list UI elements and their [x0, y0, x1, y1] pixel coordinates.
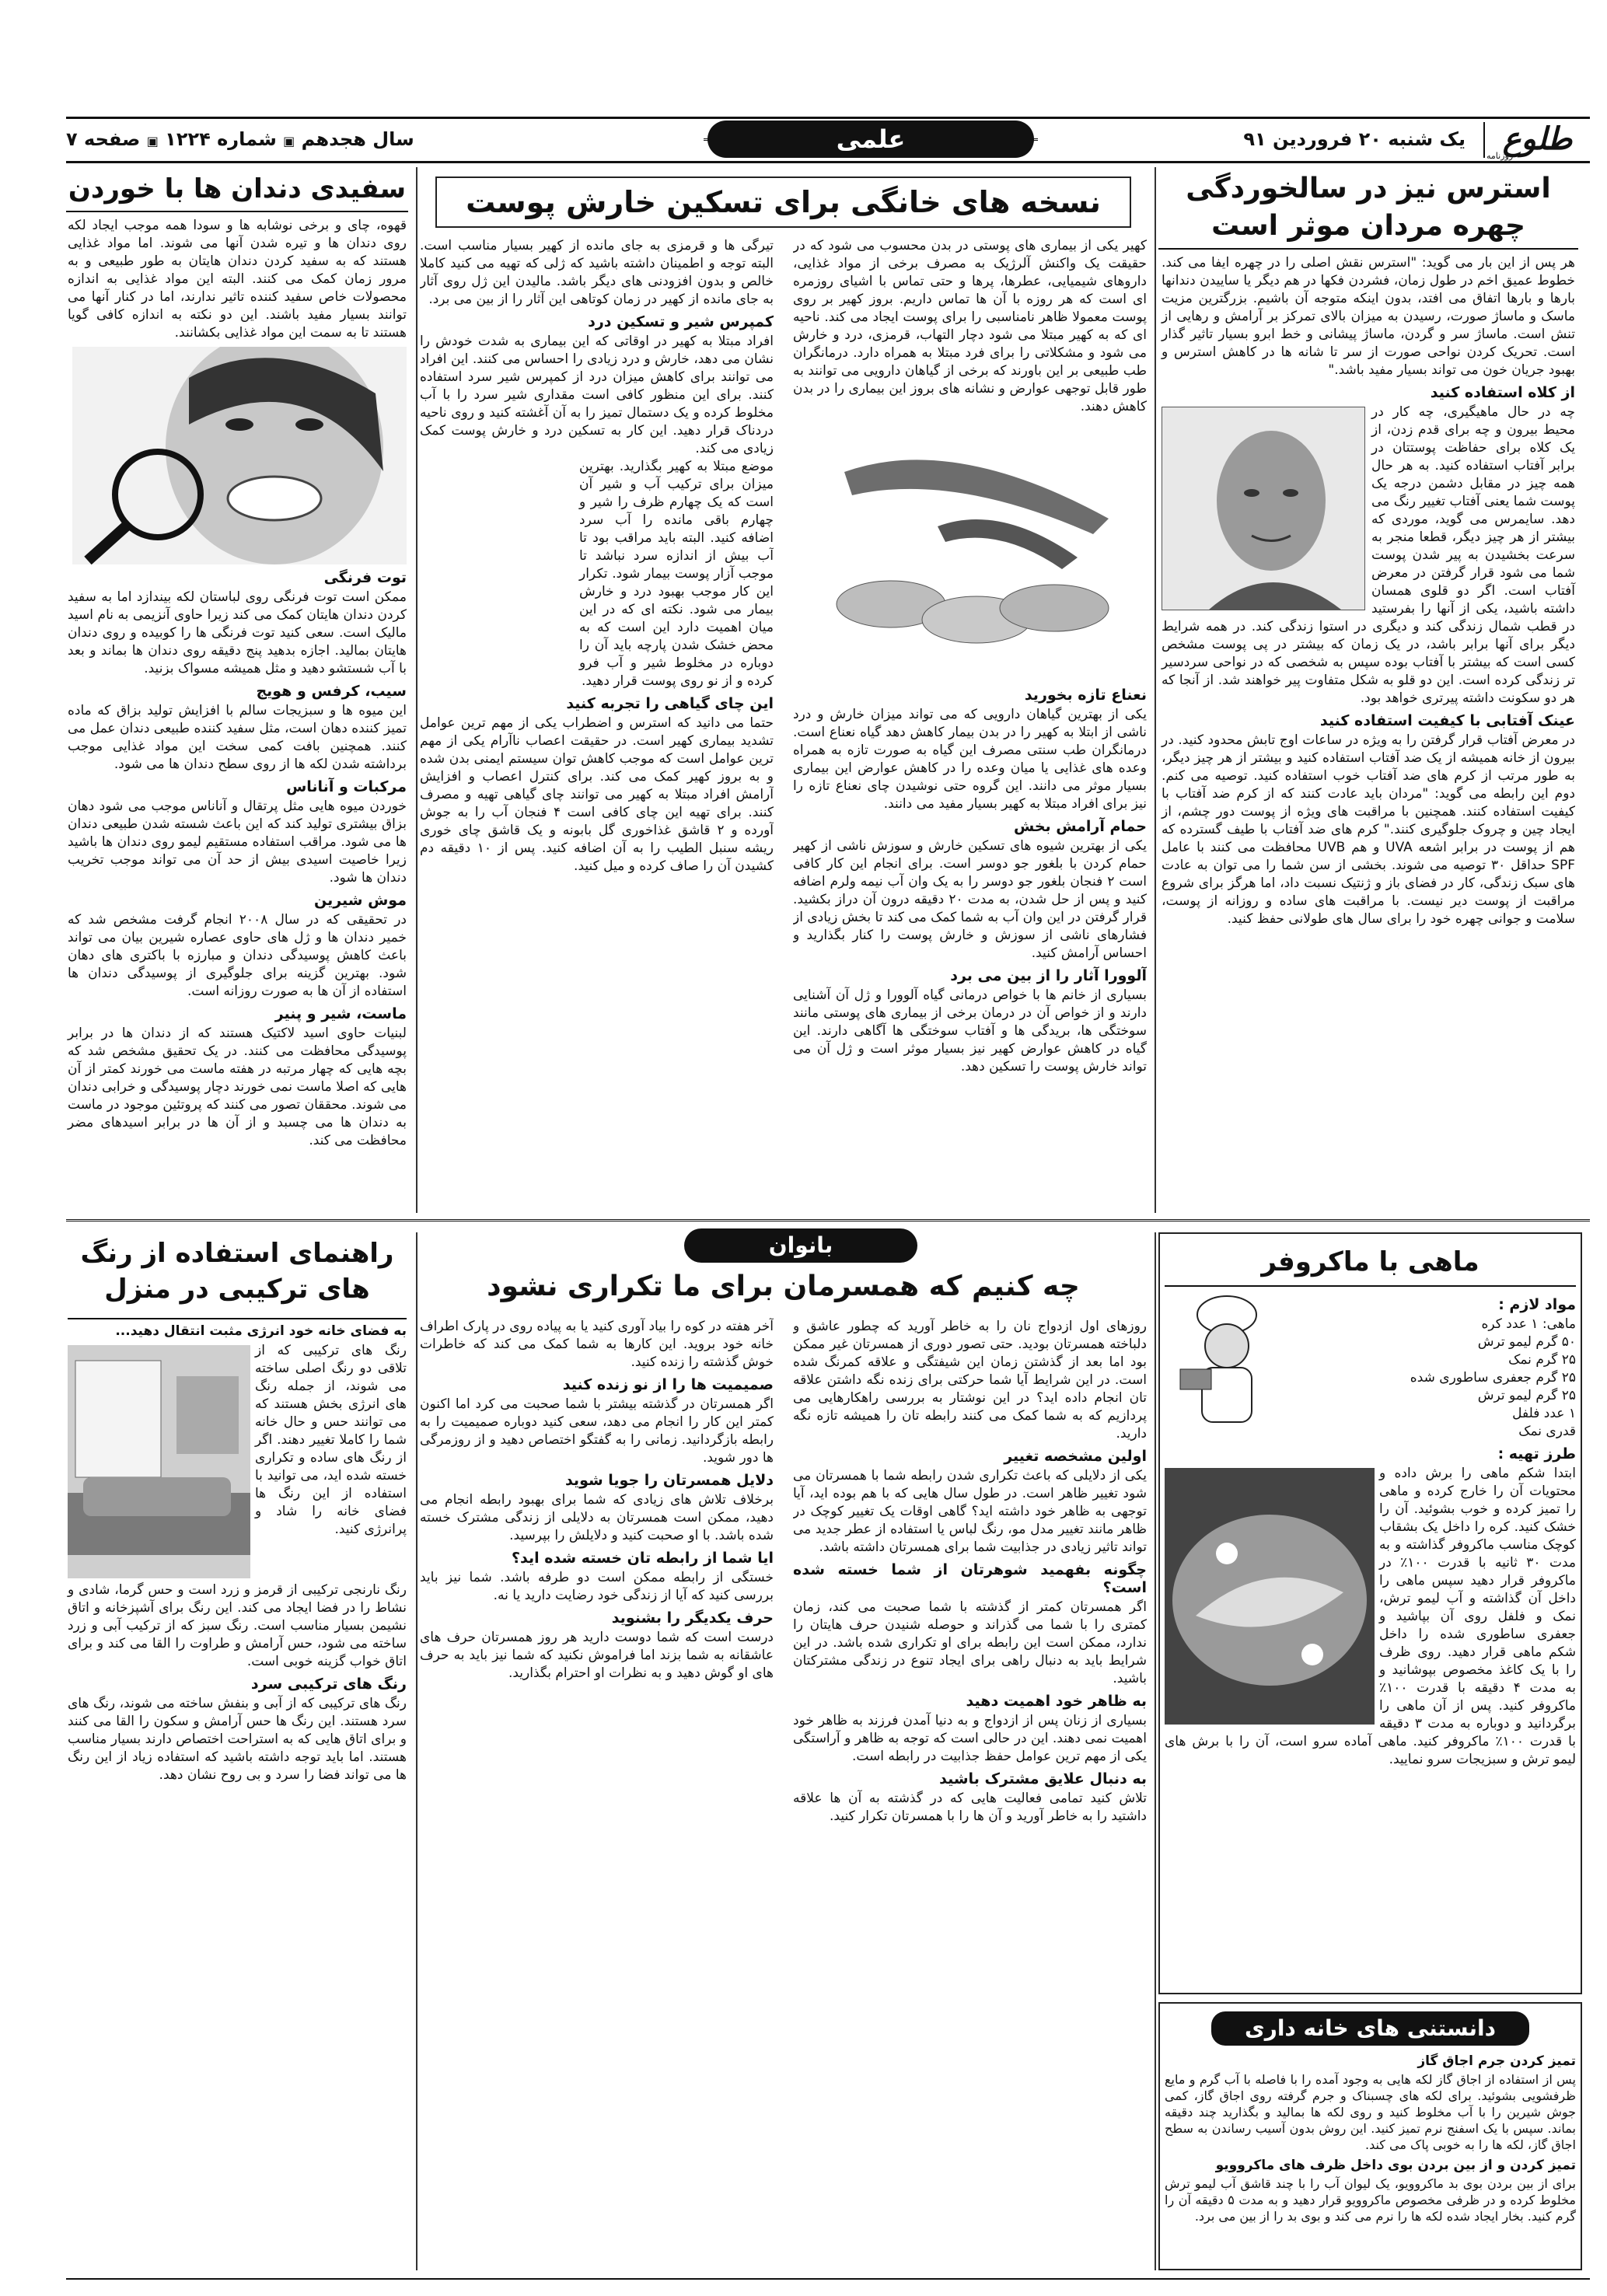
fish-ingredient: ۲۵ گرم جعفری ساطوری شده: [1410, 1370, 1576, 1386]
itch-subhead-bath: حمام آرامش بخش: [1014, 818, 1147, 835]
tips-title-box: دانستنی های خانه داری: [1211, 2011, 1529, 2046]
spouse-subhead-appearance: به ظاهر خود اهمیت دهید: [966, 1693, 1147, 1710]
fish-ingredient: ۲۵ گرم نمک: [1508, 1352, 1576, 1368]
spouse-col-1: روزهای اول ازدواج نان را به خاطر آورید که چطور عاشق و دلباخته همسرتان بودید. حتی تصور دوری از همسرتان غیر ممکن بود اما بعد از گذشتن زمان این شیفتگی و علاقه کمرنگ شده است. در این شرایط آیا شما حرکتی برای زنده نگه داشتن علاقه تان انجام داده اید؟ در این نوشتار به بررسی راهکارهایی می پردازیم که به شما کمک می کنند رابطه تان را همیشه تازه نگه دارید. اولین مشخصه تغییر یکی از دلایلی که باعث تکراری شدن رابطه شما با همسرتان می شود تغییر ظاهر است. در طول سال هایی که با هم بوده اید، آیا توجهی به ظاهر خود داشته اید؟ گاهی اوقات یک تغییر کوچک در ظاهر مانند تغییر مدل مو، رنگ لباس یا استفاده از عطر جدید می تواند تاثیر زیادی در جذابیت شما برای همسرتان داشته باشد. چگونه بفهمید شوهرتان از شما خسته شده است؟ اگر همسرتان کمتر از گذشته با شما صحبت می کند، زمان کمتری را با شما می گذراند و حوصله شنیدن حرف هایتان را ندارد، ممکن است این رابطه برای او تکراری شده باشد. در این شرایط باید به دنبال راهی برای ایجاد تنوع در زندگی مشترکتان باشید. به ظاهر خود اهمیت دهید بسیاری از زنان پس از ازدواج و به دنیا آمدن فرزند به ظاهر خود اهمیت نمی دهند. این در حالی است که توجه به ظاهر و آراستگی یکی از مهم ترین عوامل حفظ جذابیت در رابطه است. به دنبال علایق مشترک باشید تلاش کنید تمامی فعالیت هایی که در گذشته به آن ها علاقه داشتید را به خاطر آورید و آن ها را با همسرتان تکرار کنید.: [793, 1319, 1147, 1824]
issue-number: شماره ۱۲۲۴: [165, 128, 277, 150]
newspaper-logo: [1485, 121, 1590, 161]
itch-title: نسخه های خانگی برای تسکین خارش پوست: [466, 185, 1101, 219]
fish-ingredient: ۲۵ گرم لیمو ترش: [1477, 1388, 1576, 1403]
spouse-title: چه کنیم که همسرمان برای ما تکراری نشود: [487, 1270, 1080, 1302]
spouse-subhead-listen: حرف یکدیگر را بشنوید: [611, 1609, 774, 1627]
itch-subhead-tea: این چای گیاهی را تجربه کنید: [566, 695, 774, 712]
fish-ingredient: ۵۰ گرم لیمو ترش: [1477, 1334, 1576, 1350]
fish-ingredient: ماهی: ۱ عدد کره: [1481, 1316, 1576, 1332]
tips-subhead-microwave: تمیز کردن و از بین بردن بوی داخل ظرف های ماکروویو: [1215, 2158, 1576, 2173]
teeth-intro: قهوه، چای و برخی نوشابه ها و سودا همه موجب ایجاد لکه روی دندان ها و تیره شدن آنها می شوند. اما مواد غذایی هستند که به سفید کردن دندان هایتان به طور طبیعی و به مرور زمان کمک می کنند. البته این مواد غذایی به اندازه محصولات خاص سفید کننده تاثیر ندارند، اما در کنار آنها می توانند بسیار مفید باشند. این دو نکته به اندازه کافی گویا هستند تا به سمت این مواد غذایی بکشانند.: [68, 218, 407, 341]
colors-subtitle: به فضای خانه خود انرژی مثبت انتقال دهید...: [68, 1318, 407, 1340]
spouse-subhead-interests: به دنبال علایق مشترک باشید: [939, 1770, 1147, 1788]
household-tips: دانستنی های خانه داری تمیز کردن جرم اجاق گاز پس از استفاده از اجاق گاز لکه هایی به وجود آمده را با فاصله با آب گرم و مایع ظرفشویی بشوئید. برای لکه های چسبناک و جرم گرفته روی اجاق گاز، کمی جوش شیرین را با آب مخلوط کنید و روی لکه ها بمالید و بگذارید چند دقیقه بماند. سپس با یک اسفنج نرم تمیز کنید. این روش بدون آسیب رساندن به سطح اجاق گاز، لکه ها را به خوبی پاک می کند. تمیز کردن و از بین بردن بوی داخل ظرف های ماکروویو برای از بین بردن بوی بد ماکروویو، یک لیوان آب را با چند قاشق آب لیمو ترش مخلوط کرده و در ظرفی مخصوص ماکروویو قرار دهید و به مدت ۵ دقیقه آن را گرم کنید. بخار ایجاد شده لکه ها را نرم می کند و بوی بد را از بین می برد.: [1158, 2002, 1582, 2270]
spouse-subhead-intimacy: صمیمیت ها را از نو زنده کنید: [562, 1376, 774, 1393]
spouse-subhead-change: اولین مشخصه تغییر: [1004, 1448, 1147, 1465]
section-title: علمی: [707, 121, 1034, 158]
fish-ingredient: قدری نمک: [1518, 1424, 1576, 1439]
issue-info: سال هجدهم ▣ شماره ۱۲۲۴ ▣ صفحه ۷: [66, 128, 414, 150]
itch-col-2: تیرگی ها و قرمزی به جای مانده از کهیر بسیار مناسب است. البته توجه و اطمینان داشته باشید که ژلی که تهیه می کنید کاملا خالص و بدون افزودنی های دیگر باشد. مالیدن این ژل روی آثار به جای مانده از کهیر در زمان کوتاهی این آثار را از بین می برد. کمپرس شیر و تسکین درد افراد مبتلا به کهیر در اوقاتی که این بیماری به شدت خودش را نشان می دهد، خارش و درد زیادی را احساس می کنند. این افراد می توانند برای کاهش میزان درد از کمپرس شیر سرد استفاده کنند. برای این منظور کافی است مقداری شیر سرد را با آب مخلوط کرده و یک دستمال تمیز را به آن آغشته کنید و روی ناحیه دردناک قرار دهید. این کار به تسکین درد و خارش پوست کمک زیادی می کند. موضع مبتلا به کهیر بگذارید. بهترین میزان برای ترکیب آب و شیر آن است که یک چهارم ظرف را شیر و چهارم باقی مانده را آب سرد اضافه کنید. البته باید مراقب بود تا آب بیش از اندازه سرد نباشد تا موجب آزار پوست بیمار شود. تکرار این کار موجب بهبود درد و خارش بیمار می شود. نکته ای که در این میان اهمیت دارد این است که به محض خشک شدن پارچه باید آن را دوباره در مخلوط شیر و آب فرو کرده و از نو روی پوست قرار دهید. این چای گیاهی را تجربه کنید حتما می دانید که استرس و اضطراب یکی از مهم ترین عوامل تشدید بیماری کهیر است. در حقیقت اعصاب ناآرام یکی از مهم ترین عوامل است که موجب کاهش توان سیستم ایمنی بدن شده و به بروز کهیر کمک می کند. برای کنترل اعصاب و افزایش آرامش افراد مبتلا به کهیر می توانند چای گیاهی تهیه و مصرف کنند. برای تهیه این چای کافی است ۴ فنجان آب را به جوش آورده و ۲ قاشق غذاخوری گل بابونه و یک قاشق چای خوری ریشه سنبل الطیب را به آن اضافه کنید. پس از ۱۰ دقیقه دم کشیدن آن را صاف کرده و میل کنید.: [420, 238, 774, 874]
fish-method-title: طرز تهیه :: [1497, 1445, 1576, 1463]
stress-text: هر پس از این بار می گوید: "استرس نقش اصلی را در چهره ایفا می کند. خطوط عمیق اخم در طول زمان، فشردن فکها در هم دیگر یا ساییدن دندانها بارها و بارها اتفاق می افتد، بدون اینکه متوجه آن باشیم. بزرگترین مزیت ماسک و ماساژ صورت، رسیدن به میزان بالای تمرکز بر آرامش و رهایی از تنش است. ماساژ سر و گردن، ماساژ پیشانی و خط ابرو بسیار تاثیر گذار است. تحریک کردن نواحی صورت از سر تا شانه ها در کاهش استرس و بهبود جریان خون می تواند بسیار مفید باشد." از کلاه استفاده کنید چه در حال ماهیگیری، چه کار در محیط بیرون و چه برای قدم زدن، از یک کلاه برای حفاظت پوستتان در برابر آفتاب استفاده کنید. به هر حال همه چیز در مقابل دشمن درجه یک پوست شما یعنی آفتاب تغییر رنگ می دهد. سایمرس می گوید، موردی که بیشتر از هر چیز دیگر، قطعا منجر به سرعت بخشیدن به پیر شدن پوست شما می شود قرار گرفتن در معرض آفتاب است. اگر دو قلوی همسان داشته باشید، یکی از آنها را بفرستید در قطب شمال زندگی کند و دیگری در استوا زندگی کند. در همه شرایط دیگر برای آنها برابر باشد، در یک زمان که بیشتر در پی پوست مشخص کسی است که بیشتر با آفتاب بوده سپس به شخصی که در نواحی سردسیر تر زندگی کرده است. این دو قلو به شکل متفاوت پیر خواهند شد. از آنجا که هر دو سکونت داشته پیرتری خواهد بود. عینک آفتابی با کیفیت استفاده کنید در معرض آفتاب قرار گرفتن را به ویژه در ساعات اوج تابش محدود کنید. در بیرون از خانه همیشه از یک ضد آفتاب استفاده کنید و بیشتر از هر چیز دیگر، به طور مرتب از کرم های ضد آفتاب خوب استفاده کنید. توصیه می کنم. دوم این رابطه می گوید: "مردان باید عادت کنند که از کرم ضد آفتاب با کیفیت استفاده کنند. همچنین با مراقبت های ویژه از پوست دور چشم، از ایجاد چین و چروک جلوگیری کنند." کرم های ضد آفتاب با طیف گسترده که هم از پوست در برابر اشعه UVA و هم UVB محافظت می کنند با عامل SPF حداقل ۳۰ توصیه می شوند. بخشی از سن شما را می توان به عادت های سبک زندگی، کار در فضای باز و ژنتیک نسبت داد، اما هرگز برای شروع مراقبت از پوست دیر نیست. با مراقبت های ساده و روزانه از پوست، سلامت و جوانی چهره خود را برای سال های طولانی حفظ کنید.: [1162, 255, 1576, 927]
fish-photo: [1165, 1468, 1375, 1725]
spouse-article: [420, 1263, 1147, 2274]
logo-text: طلوع: [1502, 121, 1573, 157]
colors-article: راهنمای استفاده از رنگ های ترکیبی در منزل به فضای خانه خود انرژی مثبت انتقال دهید... رنگ های ترکیبی که از تلاقی دو رنگ اصلی ساخته می شوند، از جمله رنگ های انرژی بخش هستند که می توانند حس و حال خانه شما را کاملا تغییر دهند. اگر از رنگ های ساده و تکراری خسته شده اید، می توانید با استفاده از این رنگ ها فضای خانه را شاد و پرانرژی کنید. رنگ نارنجی ترکیبی از قرمز و زرد است و حس گرما، شادی و نشاط را در فضا ایجاد می کند. این رنگ برای آشپزخانه و اتاق نشیمن بسیار مناسب است. رنگ سبز که از ترکیب آبی و زرد ساخته می شود، حس آرامش و طراوت را القا می کند و برای اتاق خواب گزینه خوبی است. رنگ های ترکیبی سرد رنگ های ترکیبی که از آبی و بنفش ساخته می شوند، رنگ های سرد هستند. این رنگ ها حس آرامش و سکون را القا می کنند و برای اتاق هایی که به استراحت اختصاص دارند بسیار مناسب هستند. اما باید توجه داشته باشید که استفاده زیاد از این رنگ ها می تواند فضا را سرد و بی روح نشان دهد.: [66, 1232, 408, 2274]
itch-col-1: کهیر یکی از بیماری های پوستی در بدن محسوب می شود که در حقیقت یک واکنش آلرژیک به مصرف برخی از مواد غذایی، داروهای شیمیایی، عطرها، پرها و حتی تماس با اشیای روزمره ای است که هر روزه با آن ها تماس داریم. بروز کهیر بر روی پوست معمولا ظاهر نامناسبی را برای پوست ایجاد می کند. ناحیه ای که به کهیر مبتلا می شود دچار التهاب، قرمزی، درد و خارش می شود و مشکلاتی را برای فرد مبتلا به همراه دارد. درمانگران طب طبیعی بر این باورند که برخی از گیاهان دارویی می توانند به طور قابل توجهی عوارض و نشانه های بروز این بیماری را در بدن کاهش دهند. نعناع تازه بخورید یکی از بهترین گیاهان دارویی که می تواند میزان خارش و درد ناشی از ابتلا به کهیر را در بدن بیمار کاهش دهد گیاه نعناع است. درمانگران طب سنتی مصرف این گیاه به صورت تازه به همراه وعده های غذایی یا میان وعده را در کاهش عوارض این بیماری بسیار موثر می دانند. این گروه حتی نوشیدن چای نعناع تازه را نیز برای افراد مبتلا به کهیر بسیار مفید می دانند. حمام آرامش بخش یکی از بهترین شیوه های تسکین خارش و سوزش ناشی از کهیر حمام کردن با بلغور جو دوسر است. برای انجام این کار کافی است ۲ فنجان بلغور جو دوسر را به یک وان آب نیمه ولرم اضافه کنید و پس از حل شدن، به مدت ۲۰ دقیقه درون آن دراز بکشید. قرار گرفتن در این وان آب به شما کمک می کند تا بخش زیادی از فشارهای ناشی از سوزش و خارش پوست را کنار بگذارید و احساس آرامش کنید. آلوورا آثار را از بین می برد بسیاری از خانم ها با خواص درمانی گیاه آلوورا و ژل آن آشنایی دارند و از خواص آن در درمان برخی از بیماری های پوستی مانند سوختگی ها، بریدگی ها و آفتاب سوختگی ها آگاهی دارند. این گیاه در کاهش عوارض کهیر نیز بسیار موثر است و ژل آن می تواند خارش پوست را تسکین دهد.: [793, 238, 1147, 1075]
teeth-subhead-dairy: ماست، شیر و پنیر: [274, 1005, 407, 1022]
living-room-photo: [68, 1345, 250, 1578]
teeth-subhead-apple: سیب، کرفس و هویج: [256, 683, 407, 700]
teeth-subhead-citrus: مرکبات و آناناس: [286, 778, 407, 795]
fish-title: ماهی با ماکروفر: [1165, 1239, 1576, 1287]
colors-subhead-cold: رنگ های ترکیبی سرد: [250, 1676, 407, 1693]
spouse-col-2: آخر هفته در کوه را بیاد آوری کنید یا به پیاده روی در پارک اطراف خانه خود بروید. این کارها به شما کمک می کند که خاطرات خوش گذشته را زنده کنید. صمیمیت ها را از نو زنده کنید اگر همسرتان در گذشته بیشتر با شما صحبت می کرد اما اکنون کمتر این کار را انجام می دهد، سعی کنید دوباره صمیمیت را به رابطه بازگردانید. زمانی را به گفتگو اختصاص دهید و از روزمرگی ها دور شوید. دلایل همسرتان را جویا شوید برخلاف تلاش های زیادی که شما برای بهبود رابطه انجام می دهید، ممکن است همسرتان به دلایلی از زندگی مشترک خسته شده باشد. با او صحبت کنید و دلایلش را بپرسید. ایا شما از رابطه تان خسته شده اید؟ خستگی از رابطه ممکن است دو طرفه باشد. شما نیز باید بررسی کنید که آیا از زندگی خود رضایت دارید یا نه. حرف یکدیگر را بشنوید درست است که شما دوست دارید هر روز همسرتان حرف های عاشقانه به شما بزند اما فراموش نکنید که شما نیز باید به حرف های او گوش دهید و به نظرات او احترام بگذارید.: [420, 1319, 774, 1681]
masthead: [66, 117, 1590, 163]
itch-subhead-mint: نعناع تازه بخورید: [1024, 687, 1147, 704]
fish-method-text: ابتدا شکم ماهی را برش داده و محتویات آن را خارج کرده و ماهی را تمیز کرده و خوب بشوئید. آن را خشک کنید. کره را داخل یک بشقاب کوچک مناسب ماکروفر گذاشته و به مدت ۳۰ ثانیه با قدرت ۱۰۰٪ در ماکروفر قرار دهید سپس ماهی را داخل آن گذاشته و آب لیمو ترش، نمک و فلفل روی آن بپاشید و جعفری ساطوری شده را داخل شکم ماهی قرار دهید. روی ظرف را با یک کاغذ مخصوص بپوشانید و به مدت ۴ دقیقه با قدرت ۱۰۰٪ ماکروفر کنید. پس از آن ماهی را برگردانید و دوباره به مدت ۳ دقیقه با قدرت ۱۰۰٪ ماکروفر کنید. ماهی آماده سرو است، آن را با برش های لیمو ترش و سبزیجات سرو نمایید.: [1165, 1466, 1576, 1767]
itch-title-box: [435, 176, 1131, 228]
fish-ingredients-title: مواد لازم :: [1498, 1296, 1576, 1313]
teeth-title: سفیدی دندان ها با خوردن: [66, 167, 408, 212]
colors-title: راهنمای استفاده از رنگ های ترکیبی در منزل: [80, 1238, 394, 1305]
tips-subhead-stove: تمیز کردن جرم اجاق گاز: [1417, 2053, 1576, 2069]
chef-illustration: [1165, 1291, 1289, 1431]
fish-recipe: [1158, 1232, 1582, 1994]
stress-article: [1158, 167, 1578, 1213]
itch-article: [420, 167, 1147, 1213]
aloe-photo: [798, 425, 1132, 682]
itch-subhead-aloe: آلوورا آثار را از بین می برد: [950, 967, 1147, 984]
teeth-subhead-licorice: موش شیرین: [313, 892, 407, 909]
women-section-banner: بانوان: [684, 1228, 917, 1263]
page-number: صفحه ۷: [66, 128, 141, 150]
stress-subhead-hat: از کلاه استفاده کنید: [1430, 384, 1575, 401]
teeth-subhead-strawberry: توت فرنگی: [323, 569, 407, 586]
spouse-subhead-you-tired: ایا شما از رابطه تان خسته شده اید؟: [511, 1550, 774, 1567]
year-label: سال هجدهم: [301, 128, 414, 150]
stress-title: استرس نیز در سالخوردگی چهره مردان موثر است: [1158, 167, 1578, 250]
fish-ingredient: ۱ عدد فلفل: [1512, 1406, 1576, 1421]
issue-date: یک شنبه ۲۰ فروردین ۹۱: [1243, 128, 1466, 150]
teeth-article: سفیدی دندان ها با خوردن قهوه، چای و برخی نوشابه ها و سودا همه موجب ایجاد لکه روی دندان ها و تیره شدن آنها می شوند. اما مواد غذایی هستند که به سفید کردن دندان هایتان به طور طبیعی و به مرور زمان کمک می کنند. البته این مواد غذایی به اندازه محصولات خاص سفید کننده تاثیر ندارند، اما در کنار آنها می توانند بسیار مفید باشند. این دو نکته به اندازه کافی گویا هستند تا به سمت این مواد غذایی بکشانند. توت فرنگی ممکن است توت فرنگی روی لباستان لکه بیندازد اما به سفید کردن دندان هایتان کمک می کند زیرا حاوی آنزیمی به نام اسید مالیک است. سعی کنید توت فرنگی ها را کوبیده و روی دندان هایتان بمالید. اجازه بدهید پنج دقیقه روی دندان ها بماند و بعد با آب شستشو دهید و مثل همیشه مسواک بزنید. سیب، کرفس و هویج این میوه ها و سبزیجات سالم با افزایش تولید بزاق که ماده تمیز کننده دهان است، مثل سفید کننده طبیعی دندان عمل می کنند. همچنین بافت کمی سخت این مواد غذایی موجب برداشته شدن لکه ها از روی سطح دندان ها می شود. مرکبات و آناناس خوردن میوه هایی مثل پرتقال و آناناس موجب می شود دهان بزاق بیشتری تولید کند که این باعث شسته شدن طبیعی دندان ها می شود. مراقب استفاده مستقیم لیمو روی دندان ها باشید زیرا خاصیت اسیدی بیش از حد آن می تواند موجب تخریب دندان ها شود. موش شیرین در تحقیقی که در سال ۲۰۰۸ انجام گرفت مشخص شد که خمیر دندان ها و ژل های حاوی عصاره شیرین بیان می تواند باعث کاهش پوسیدگی دندان و مبارزه با باکتری های دهان شود. بهترین گزینه برای جلوگیری از پوسیدگی دندان ها استفاده از آن ها به صورت روزانه است. ماست، شیر و پنیر لبنیات حاوی اسید لاکتیک هستند که از دندان ها در برابر پوسیدگی محافظت می کنند. در یک تحقیق مشخص شد که بچه هایی که چهار مرتبه در هفته ماست می خورند کمتر از آن هایی که اصلا ماست نمی خورند دچار پوسیدگی و خرابی دندان می شوند. محققان تصور می کنند که پروتئین موجود در ماست به دندان ها می چسبد و از آن ها در برابر اسیدهای مضر محافظت می کند.: [66, 167, 408, 1213]
old-man-photo: [1162, 407, 1365, 610]
spouse-subhead-tired: چگونه بفهمید شوهرتان از شما خسته شده است؟: [793, 1561, 1147, 1596]
spouse-subhead-reasons: دلایل همسرتان را جویا شوید: [564, 1472, 774, 1489]
itch-subhead-milk: کمپرس شیر و تسکین درد: [588, 313, 774, 330]
teeth-photo: [72, 347, 407, 564]
stress-subhead-glasses: عینک آفتابی با کیفیت استفاده کنید: [1319, 712, 1575, 729]
logo-subtext: روزنامه: [1486, 151, 1514, 161]
